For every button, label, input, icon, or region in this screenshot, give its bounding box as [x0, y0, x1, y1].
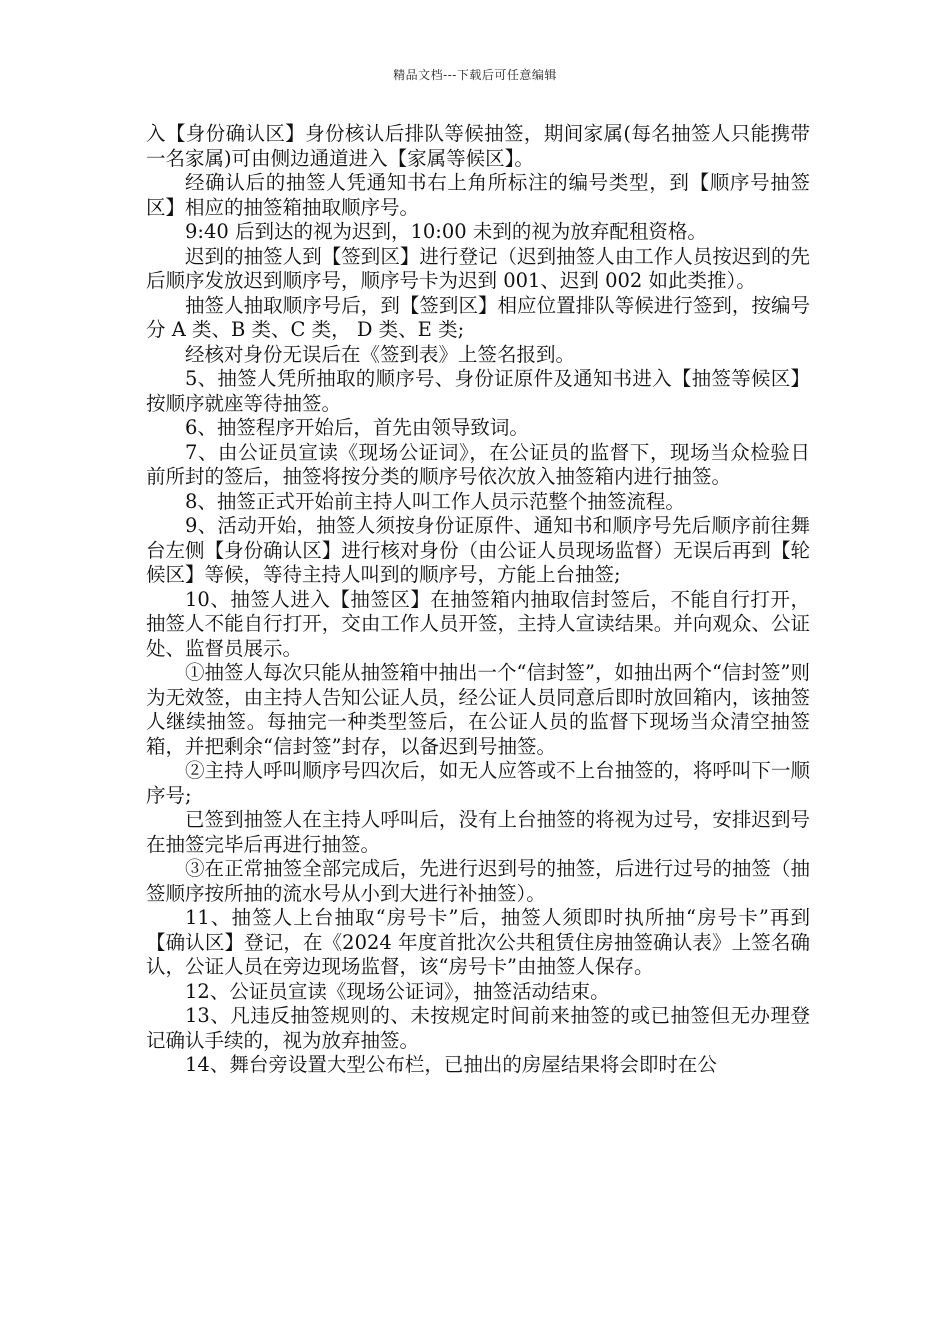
paragraph: ③在正常抽签全部完成后，先进行迟到号的抽签，后进行过号的抽签（抽签顺序按所抽的流水号从小到大进行补抽签）。	[146, 857, 810, 905]
paragraph: 经确认后的抽签人凭通知书右上角所标注的编号类型，到【顺序号抽签区】相应的抽签箱抽取顺序号。	[146, 171, 810, 219]
paragraph: 12、公证员宣读《现场公证词》，抽签活动结束。	[185, 979, 610, 1003]
paragraph: 13、凡违反抽签规则的、未按规定时间前来抽签的或已抽签但无办理登记确认手续的，视为放弃抽签。	[146, 1004, 810, 1052]
paragraph: 迟到的抽签人到【签到区】进行登记（迟到抽签人由工作人员按迟到的先后顺序发放迟到顺序号，顺序号卡为迟到 001、迟到 002 如此类推）。	[146, 244, 810, 292]
paragraph: ①抽签人每次只能从抽签箱中抽出一个“信封签”，如抽出两个“信封签”则为无效签，由主持人告知公证人员，经公证人员同意后即时放回箱内，该抽签人继续抽签。每抽完一种类型签后，在公证人员的监督下现场当众清空抽签箱，并把剩余“信封签”封存，以备迟到号抽签。	[146, 661, 810, 758]
paragraph: 14、舞台旁设置大型公布栏，已抽出的房屋结果将会即时在公	[185, 1053, 717, 1076]
paragraph: 入【身份确认区】身份核认后排队等候抽签，期间家属(每名抽签人只能携带一名家属)可由侧边通道进入【家属等候区】。	[146, 122, 810, 170]
paragraph: 已签到抽签人在主持人呼叫后，没有上台抽签的将视为过号，安排迟到号在抽签完毕后再进行抽签。	[146, 808, 810, 856]
paragraph: 9、活动开始，抽签人须按身份证原件、通知书和顺序号先后顺序前往舞台左侧【身份确认区】进行核对身份（由公证人员现场监督）无误后再到【轮候区】等候，等待主持人叫到的顺序号，方能上台抽签;	[146, 514, 810, 586]
paragraph: 抽签人抽取顺序号后，到【签到区】相应位置排队等候进行签到，按编号分 A 类、B 类、C 类， D 类、E 类;	[146, 293, 810, 341]
paragraph: 10、抽签人进入【抽签区】在抽签箱内抽取信封签后，不能自行打开，抽签人不能自行打开，交由工作人员开签，主持人宣读结果。并向观众、公证处、监督员展示。	[146, 587, 810, 660]
paragraph: 9:40 后到达的视为迟到，10:00 未到的视为放弃配租资格。	[185, 220, 707, 243]
document-body	[146, 122, 810, 1078]
paragraph: 经核对身份无误后在《签到表》上签名报到。	[185, 342, 576, 366]
paragraph: 11、抽签人上台抽取“房号卡”后，抽签人须即时执所抽“房号卡”再到【确认区】登记，在《2024 年度首批次公共租赁住房抽签确认表》上签名确认，公证人员在旁边现场监督，该“房号卡”由抽签人保存。	[146, 906, 810, 978]
paragraph: 6、抽签程序开始后，首先由领导致词。	[185, 416, 529, 439]
page-header: 精品文档---下载后可任意编辑	[393, 68, 557, 82]
paragraph: 7、由公证员宣读《现场公证词》，在公证员的监督下，现场当众检验日前所封的签后，抽签将按分类的顺序号依次放入抽签箱内进行抽签。	[146, 440, 810, 488]
paragraph: ②主持人呼叫顺序号四次后，如无人应答或不上台抽签的，将呼叫下一顺序号;	[146, 759, 810, 807]
paragraph: 8、抽签正式开始前主持人叫工作人员示范整个抽签流程。	[185, 489, 685, 513]
paragraph: 5、抽签人凭所抽取的顺序号、身份证原件及通知书进入【抽签等候区】按顺序就座等待抽签。	[146, 367, 810, 415]
